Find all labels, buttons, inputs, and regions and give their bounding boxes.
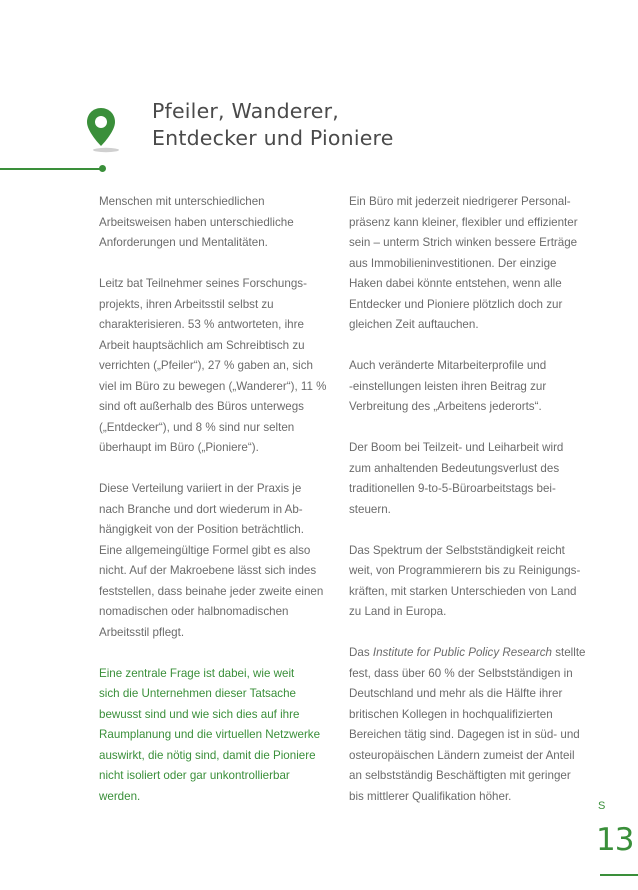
text-line: Bereichen tätig sind. Dagegen ist in süd- und — [349, 728, 580, 741]
text-line: auswirkt, die nötig sind, damit die Pioniere — [99, 748, 316, 762]
text-line: sind oft außerhalb des Büros unterwegs — [99, 400, 304, 413]
text-line: überhaupt im Büro („Pioniere“). — [99, 441, 259, 454]
text-line: Arbeit hauptsächlich am Schreibtisch zu — [99, 338, 305, 352]
text-line — [349, 643, 597, 664]
paragraph — [349, 438, 597, 520]
text-line: Deutschland und mehr als die Hälfte ihrer — [349, 687, 563, 700]
paragraph — [99, 479, 347, 643]
header-divider — [0, 168, 103, 170]
title-line: Entdecker und Pioniere — [152, 126, 394, 150]
text-line: projekts, ihren Arbeitsstil selbst zu — [99, 297, 274, 311]
left-column — [99, 192, 347, 828]
page-number: 13 — [596, 822, 634, 858]
text-line: verrichten („Pfeiler“), 27 % gaben an, sich — [99, 359, 313, 372]
text-line: an selbstständig Beschäftigten mit geringer — [349, 769, 571, 782]
text-line: nach Branche und dort wiederum in Ab- — [99, 502, 303, 516]
text-line: Arbeitsstil pflegt. — [99, 625, 185, 639]
text-line: präsenz kann kleiner, flexibler und effizienter — [349, 215, 578, 229]
page-title — [152, 98, 394, 152]
text-line: traditionellen 9-to-5-Büroarbeitstags bei- — [349, 482, 556, 495]
text-line: hängigkeit von der Position beträchtlich. — [99, 523, 304, 536]
text-line: nomadischen oder halbnomadischen — [99, 605, 289, 618]
text-line: Raumplanung und die virtuellen Netzwerke — [99, 728, 321, 741]
paragraph — [349, 192, 597, 336]
title-line: Pfeiler, Wanderer, — [152, 99, 339, 123]
text-line: Anforderungen und Mentalitäten. — [99, 236, 268, 249]
text-line: weit, von Programmierern bis zu Reinigungs- — [349, 564, 581, 577]
text-line: Arbeitsweisen haben unterschiedliche — [99, 215, 294, 229]
text-line: werden. — [99, 789, 141, 803]
paragraph — [99, 274, 347, 459]
text-line: Eine allgemeingültige Formel gibt es also — [99, 543, 311, 557]
header-divider-dot — [99, 165, 106, 172]
text-line: nicht isoliert oder gar unkontrollierbar — [99, 769, 290, 782]
text-line: Eine zentrale Frage ist dabei, wie weit — [99, 666, 295, 680]
text-line: („Entdecker“), und 8 % sind nur selten — [99, 420, 295, 434]
text-line: kräften, mit starken Unterschieden von Land — [349, 584, 577, 598]
text-line: Leitz bat Teilnehmer seines Forschungs- — [99, 277, 307, 290]
text-line: steuern. — [349, 502, 391, 516]
text-fragment: Das — [349, 646, 373, 659]
text-line: osteuropäischen Ländern zumeist der Anteil — [349, 748, 575, 762]
text-line: -einstellungen leisten ihren Beitrag zur — [349, 379, 547, 393]
paragraph — [99, 192, 347, 254]
text-line: Der Boom bei Teilzeit- und Leiharbeit wird — [349, 441, 564, 454]
text-line: Menschen mit unterschiedlichen — [99, 195, 265, 208]
location-pin-icon — [86, 107, 120, 153]
text-line: zum anhaltenden Bedeutungsverlust des — [349, 461, 560, 475]
institute-name: Institute for Public Policy Research — [372, 646, 552, 659]
text-line: bis mittlerer Qualifikation höher. — [349, 789, 512, 803]
text-line: Auch veränderte Mitarbeiterprofile und — [349, 359, 547, 372]
footer-divider — [600, 874, 638, 876]
text-line: bewusst sind und wie sich dies auf ihre — [99, 707, 300, 721]
text-line: Verbreitung des „Arbeitens jederorts“. — [349, 400, 542, 413]
paragraph — [349, 356, 597, 418]
text-line: fest, dass über 60 % der Selbstständigen in — [349, 666, 573, 680]
page-letter: S — [598, 800, 607, 812]
text-line: feststellen, dass beinahe jeder zweite einen — [99, 584, 324, 598]
text-line: Entdecker und Pioniere plötzlich doch zur — [349, 297, 563, 311]
text-line: sich die Unternehmen dieser Tatsache — [99, 687, 296, 700]
text-line: viel im Büro zu bewegen („Wanderer“), 11 % — [99, 379, 327, 393]
text-line: sein – unterm Strich winken bessere Erträge — [349, 236, 578, 249]
paragraph — [349, 643, 597, 807]
right-column — [349, 192, 597, 828]
text-line: Diese Verteilung variiert in der Praxis je — [99, 482, 302, 495]
text-line: charakterisieren. 53 % antworteten, ihre — [99, 318, 304, 331]
text-line: aus Immobilieninvestitionen. Der einzige — [349, 256, 557, 270]
text-line: zu Land in Europa. — [349, 605, 447, 618]
text-line: nicht. Auf der Makroebene lässt sich indes — [99, 564, 317, 577]
paragraph — [349, 541, 597, 623]
text-line: Das Spektrum der Selbstständigkeit reicht — [349, 543, 565, 557]
text-line: Haken dabei könnte entstehen, wenn alle — [349, 277, 562, 290]
text-line: gleichen Zeit auftauchen. — [349, 318, 479, 331]
text-line: britischen Kollegen in hochqualifizierten — [349, 707, 553, 721]
text-fragment: stellte — [551, 646, 586, 659]
text-line: Ein Büro mit jederzeit niedrigerer Personal- — [349, 195, 571, 208]
highlight-paragraph — [99, 664, 347, 808]
